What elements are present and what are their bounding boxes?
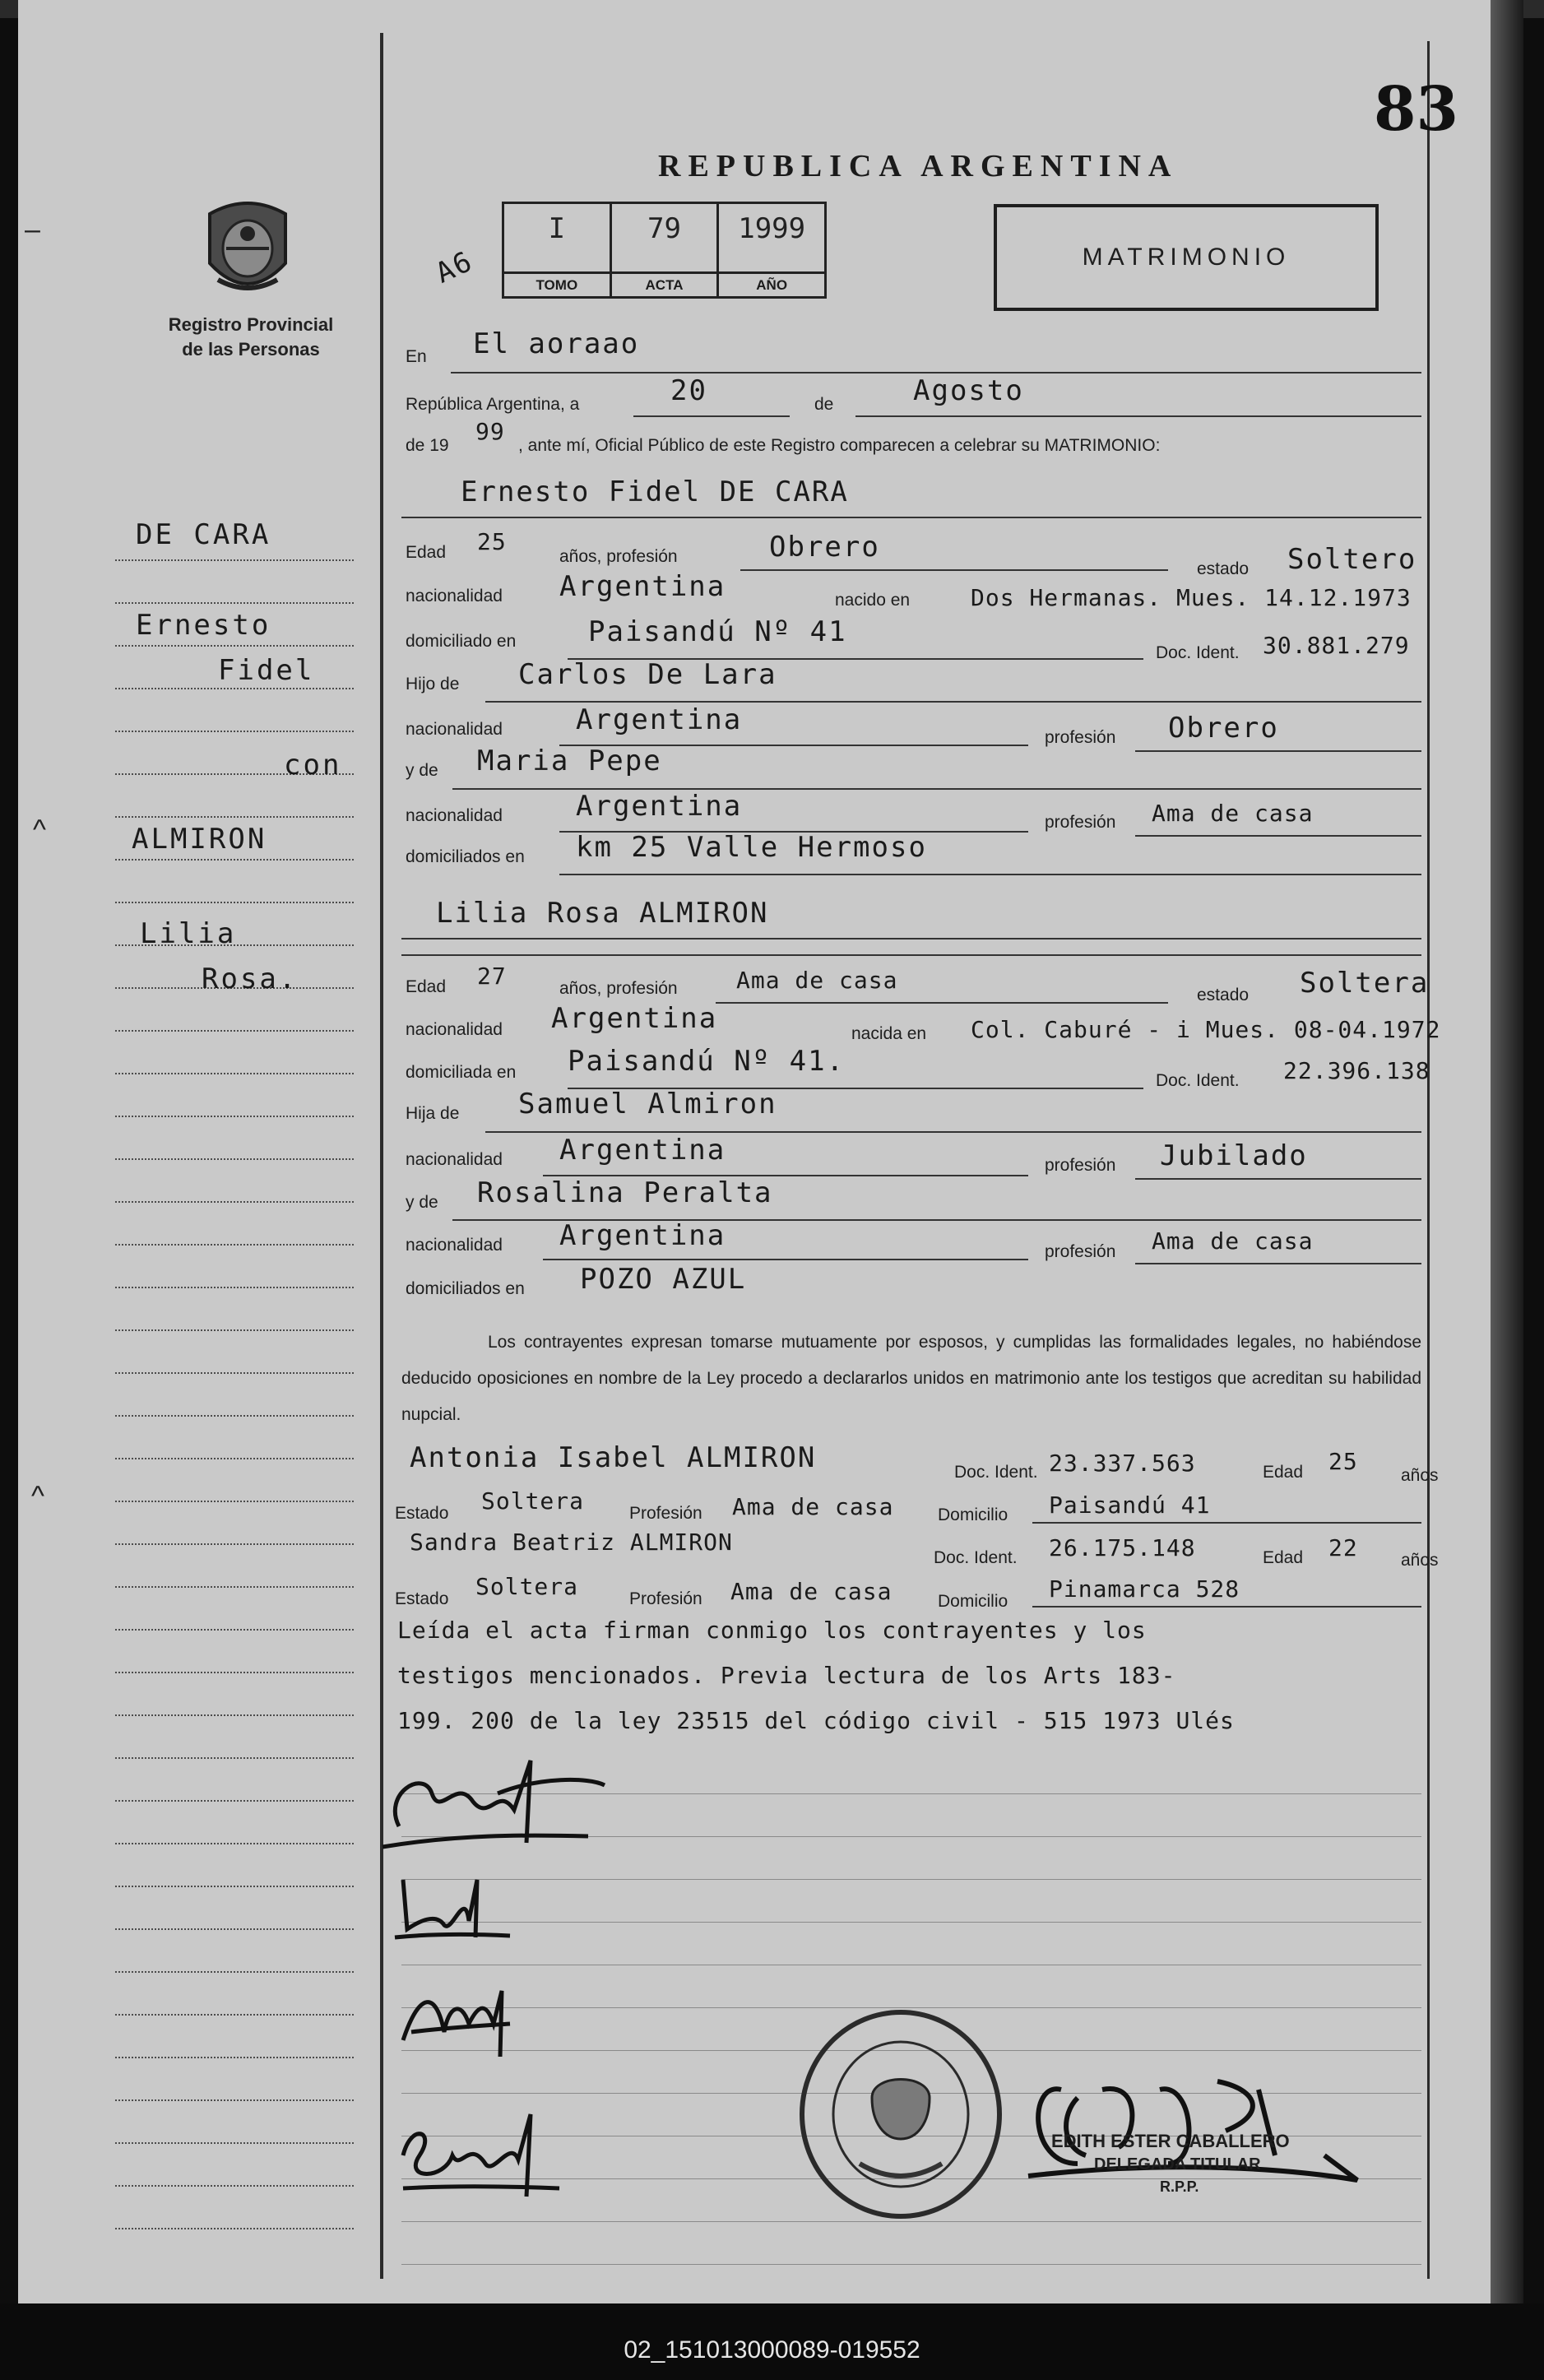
- bride-mother-nationality: Argentina: [559, 1219, 726, 1252]
- nacido-label: nacido en: [835, 591, 911, 610]
- year-prefix-label: de 19: [406, 436, 449, 455]
- yde-label: y de: [406, 761, 438, 780]
- margin-note-line: Lilia: [140, 917, 237, 950]
- rule: [401, 954, 1421, 956]
- margin-dotted-rule: [115, 816, 354, 818]
- nacida-label: nacida en: [851, 1024, 927, 1043]
- bride-mother: Rosalina Peralta: [477, 1176, 773, 1209]
- bride-father: Samuel Almiron: [518, 1088, 777, 1120]
- year-value: 99: [475, 418, 505, 445]
- rule: [485, 701, 1421, 703]
- witness2-estado: Soltera: [475, 1573, 579, 1600]
- closing-line: testigos mencionados. Previa lectura de los Arts 183-: [397, 1662, 1176, 1689]
- witness1-estado: Soltera: [481, 1487, 585, 1515]
- margin-note-line: Fidel: [218, 654, 315, 687]
- acta-cell: 79 ACTA: [612, 204, 720, 296]
- rule: [855, 415, 1421, 417]
- rule: [543, 1259, 1028, 1260]
- margin-dotted-rule: [115, 902, 354, 903]
- tomo-cell: I TOMO: [504, 204, 612, 296]
- margin-dotted-rule: [115, 2228, 354, 2229]
- bride-nationality: Argentina: [551, 1002, 718, 1035]
- margin-dotted-rule: [115, 688, 354, 689]
- groom-age: 25: [477, 528, 507, 555]
- anos-label: años: [1401, 1551, 1439, 1570]
- body-ruled-line: [401, 1922, 1421, 1923]
- margin-dotted-rule: [115, 1843, 354, 1844]
- groom-birthplace: Dos Hermanas. Mues. 14.12.1973: [971, 584, 1412, 611]
- image-caption: 02_151013000089-019552: [624, 2336, 920, 2364]
- binder-mark: –: [25, 214, 40, 245]
- declaration-paragraph: Los contrayentes expresan tomarse mutuamente por esposos, y cumplidas las formalidades legales, no habiéndose deducido oposiciones en nombre de la Ley procedo a declararlos unidos en matrimonio ante los testigos que acreditan su habilidad nupcial.: [401, 1333, 1421, 1424]
- official-seal: [794, 2007, 1008, 2221]
- body-ruled-line: [401, 1879, 1421, 1880]
- folio-number: 83: [1374, 74, 1458, 145]
- margin-dotted-rule: [115, 2099, 354, 2101]
- statement-text: , ante mí, Oficial Público de este Registro comparecen a celebrar su MATRIMONIO:: [518, 436, 1161, 455]
- profesion-label: Profesión: [629, 1504, 702, 1523]
- margin-dotted-rule: [115, 1372, 354, 1374]
- edad-label: Edad: [1263, 1463, 1304, 1482]
- margin-dotted-rule: [115, 1672, 354, 1673]
- domicilio-label: Domicilio: [938, 1592, 1008, 1611]
- nacionalidad-label: nacionalidad: [406, 587, 503, 605]
- bride-estado: Soltera: [1300, 967, 1430, 1000]
- margin-dotted-rule: [115, 559, 354, 561]
- nacionalidad-label: nacionalidad: [406, 720, 503, 739]
- doc-label: Doc. Ident.: [954, 1463, 1038, 1482]
- profesion-label: profesión: [1045, 1156, 1116, 1175]
- margin-dotted-rule: [115, 1244, 354, 1246]
- profesion-label: profesión: [1045, 1242, 1116, 1261]
- margin-dotted-rule: [115, 2185, 354, 2187]
- margin-dotted-rule: [115, 2057, 354, 2058]
- hijo-label: Hijo de: [406, 675, 460, 694]
- margin-dotted-rule: [115, 1800, 354, 1802]
- profesion-label: profesión: [1045, 813, 1116, 832]
- rule: [1135, 750, 1421, 752]
- margin-note-line: DE CARA: [136, 518, 271, 551]
- margin-dotted-rule: [115, 1329, 354, 1331]
- rule: [451, 372, 1421, 373]
- bride-mother-profession: Ama de casa: [1152, 1227, 1314, 1255]
- body-ruled-line: [401, 2221, 1421, 2222]
- hija-label: Hija de: [406, 1104, 460, 1123]
- margin-dotted-rule: [115, 1287, 354, 1288]
- officer-stamp-name: EDITH ESTER CABALLERO: [1051, 2131, 1290, 2151]
- margin-dotted-rule: [115, 1928, 354, 1930]
- margin-dotted-rule: [115, 1629, 354, 1631]
- bride-domicile: Paisandú Nº 41.: [568, 1045, 846, 1078]
- margin-dotted-rule: [115, 2142, 354, 2144]
- groom-name: Ernesto Fidel DE CARA: [461, 476, 849, 508]
- margin-dotted-rule: [115, 1158, 354, 1160]
- domiciliado-label: domiciliado en: [406, 632, 517, 651]
- signature-witness1: [395, 1974, 526, 2065]
- margin-dotted-rule: [115, 1415, 354, 1417]
- page-edge-shadow: [1491, 0, 1523, 2303]
- groom-father: Carlos De Lara: [518, 658, 777, 691]
- bride-profession: Ama de casa: [736, 967, 898, 994]
- margin-dotted-rule: [115, 1501, 354, 1502]
- witness2-profession: Ama de casa: [730, 1578, 893, 1605]
- nacionalidad-label: nacionalidad: [406, 1236, 503, 1255]
- margin-dotted-rule: [115, 1757, 354, 1759]
- rule: [485, 1131, 1421, 1133]
- margin-dotted-rule: [115, 645, 354, 647]
- groom-father-nationality: Argentina: [576, 703, 743, 736]
- nacionalidad-label: nacionalidad: [406, 806, 503, 825]
- bride-parents-domicile: POZO AZUL: [580, 1263, 747, 1296]
- nacionalidad-label: nacionalidad: [406, 1150, 503, 1169]
- side-note: A6: [430, 244, 479, 290]
- registry-label: Registro Provincial de las Personas: [168, 314, 334, 360]
- profesion-label: Profesión: [629, 1589, 702, 1608]
- margin-note-line: Ernesto: [136, 609, 271, 642]
- month-value: Agosto: [913, 374, 1024, 407]
- bride-name: Lilia Rosa ALMIRON: [436, 897, 769, 930]
- margin-note-line: Rosa.: [202, 963, 299, 995]
- profesion-label: años, profesión: [559, 547, 678, 566]
- right-rule: [1427, 41, 1430, 2279]
- witness2-domicile: Pinamarca 528: [1049, 1575, 1240, 1603]
- edad-label: Edad: [406, 543, 447, 562]
- place-value: El aoraao: [473, 327, 640, 360]
- tomo-acta-ano-box: [502, 202, 827, 299]
- republica-label: República Argentina, a: [406, 395, 580, 414]
- nacionalidad-label: nacionalidad: [406, 1020, 503, 1039]
- officer-stamp-office: R.P.P.: [1160, 2178, 1199, 2195]
- doc-label: Doc. Ident.: [1156, 643, 1240, 662]
- margin-note-line: ALMIRON: [132, 823, 267, 856]
- officer-stamp-title: DELEGADA TITULAR: [1094, 2155, 1261, 2174]
- bride-father-nationality: Argentina: [559, 1134, 726, 1167]
- groom-domicile: Paisandú Nº 41: [588, 615, 847, 648]
- estado-label: Estado: [395, 1589, 449, 1608]
- en-label: En: [406, 347, 427, 366]
- rule: [1032, 1606, 1421, 1608]
- groom-mother-nationality: Argentina: [576, 790, 743, 823]
- witness2-age: 22: [1328, 1534, 1358, 1561]
- binder-mark: ^: [31, 1481, 44, 1512]
- witness1-doc-id: 23.337.563: [1049, 1450, 1196, 1477]
- de-label: de: [814, 395, 834, 414]
- closing-line: Leída el acta firman conmigo los contrayentes y los: [397, 1617, 1147, 1644]
- margin-dotted-rule: [115, 2014, 354, 2016]
- profesion-label: años, profesión: [559, 979, 678, 998]
- groom-profession: Obrero: [769, 531, 880, 564]
- rule: [401, 517, 1421, 518]
- domiciliada-label: domiciliada en: [406, 1063, 517, 1082]
- binder-mark: ^: [33, 814, 46, 846]
- body-ruled-line: [401, 2264, 1421, 2265]
- edad-label: Edad: [406, 977, 447, 996]
- groom-estado: Soltero: [1287, 543, 1417, 576]
- witness2-doc-id: 26.175.148: [1049, 1534, 1196, 1561]
- margin-dotted-rule: [115, 1458, 354, 1459]
- rule: [1135, 835, 1421, 837]
- domiciliados-label: domiciliados en: [406, 1279, 525, 1298]
- margin-dotted-rule: [115, 1714, 354, 1716]
- margin-dotted-rule: [115, 1073, 354, 1074]
- closing-line: 199. 200 de la ley 23515 del código civil - 515 1973 Ulés: [397, 1707, 1235, 1734]
- profesion-label: profesión: [1045, 728, 1116, 747]
- witness2-name: Sandra Beatriz ALMIRON: [410, 1529, 733, 1556]
- groom-mother-profession: Ama de casa: [1152, 800, 1314, 827]
- margin-dotted-rule: [115, 1116, 354, 1117]
- groom-doc-id: 30.881.279: [1263, 632, 1410, 659]
- rule: [1135, 1178, 1421, 1180]
- margin-rule: [380, 33, 383, 2279]
- edad-label: Edad: [1263, 1548, 1304, 1567]
- anos-label: años: [1401, 1466, 1439, 1485]
- signature-bride: [387, 1863, 518, 1954]
- rule: [1032, 1522, 1421, 1524]
- margin-dotted-rule: [115, 1543, 354, 1545]
- groom-nationality: Argentina: [559, 570, 726, 603]
- day-value: 20: [670, 374, 707, 407]
- groom-father-profession: Obrero: [1168, 712, 1279, 745]
- yde-label: y de: [406, 1193, 438, 1212]
- domiciliados-label: domiciliados en: [406, 847, 525, 866]
- margin-note-line: con: [284, 749, 342, 782]
- bride-birthplace: Col. Caburé - i Mues. 08-04.1972: [971, 1016, 1441, 1043]
- bride-age: 27: [477, 963, 507, 990]
- rule: [401, 938, 1421, 939]
- signature-witness2: [395, 2106, 576, 2205]
- margin-dotted-rule: [115, 1886, 354, 1887]
- witness1-age: 25: [1328, 1448, 1358, 1475]
- witness1-profession: Ama de casa: [732, 1493, 894, 1520]
- witness1-name: Antonia Isabel ALMIRON: [410, 1441, 817, 1474]
- doc-label: Doc. Ident.: [1156, 1071, 1240, 1090]
- estado-label: Estado: [395, 1504, 449, 1523]
- margin-dotted-rule: [115, 602, 354, 604]
- rule: [1135, 1263, 1421, 1264]
- country-heading: REPUBLICA ARGENTINA: [658, 149, 1179, 183]
- signature-groom: [374, 1744, 621, 1859]
- domicilio-label: Domicilio: [938, 1505, 1008, 1524]
- estado-label: estado: [1197, 559, 1250, 578]
- rule: [740, 569, 1168, 571]
- margin-dotted-rule: [115, 1971, 354, 1973]
- rule: [716, 1002, 1168, 1004]
- groom-mother: Maria Pepe: [477, 745, 662, 777]
- margin-dotted-rule: [115, 1030, 354, 1032]
- margin-dotted-rule: [115, 859, 354, 861]
- estado-label: estado: [1197, 986, 1250, 1004]
- record-type-box: MATRIMONIO: [994, 204, 1379, 311]
- rule: [633, 415, 790, 417]
- bride-doc-id: 22.396.138: [1283, 1057, 1430, 1084]
- groom-parents-domicile: km 25 Valle Hermoso: [576, 831, 927, 864]
- rule: [559, 874, 1421, 875]
- witness1-domicile: Paisandú 41: [1049, 1492, 1211, 1519]
- doc-label: Doc. Ident.: [934, 1548, 1018, 1567]
- bride-father-profession: Jubilado: [1160, 1139, 1308, 1172]
- coat-of-arms-icon: [202, 197, 294, 304]
- margin-dotted-rule: [115, 1201, 354, 1203]
- margin-dotted-rule: [115, 1586, 354, 1588]
- margin-dotted-rule: [115, 731, 354, 732]
- ano-cell: 1999 AÑO: [719, 204, 824, 296]
